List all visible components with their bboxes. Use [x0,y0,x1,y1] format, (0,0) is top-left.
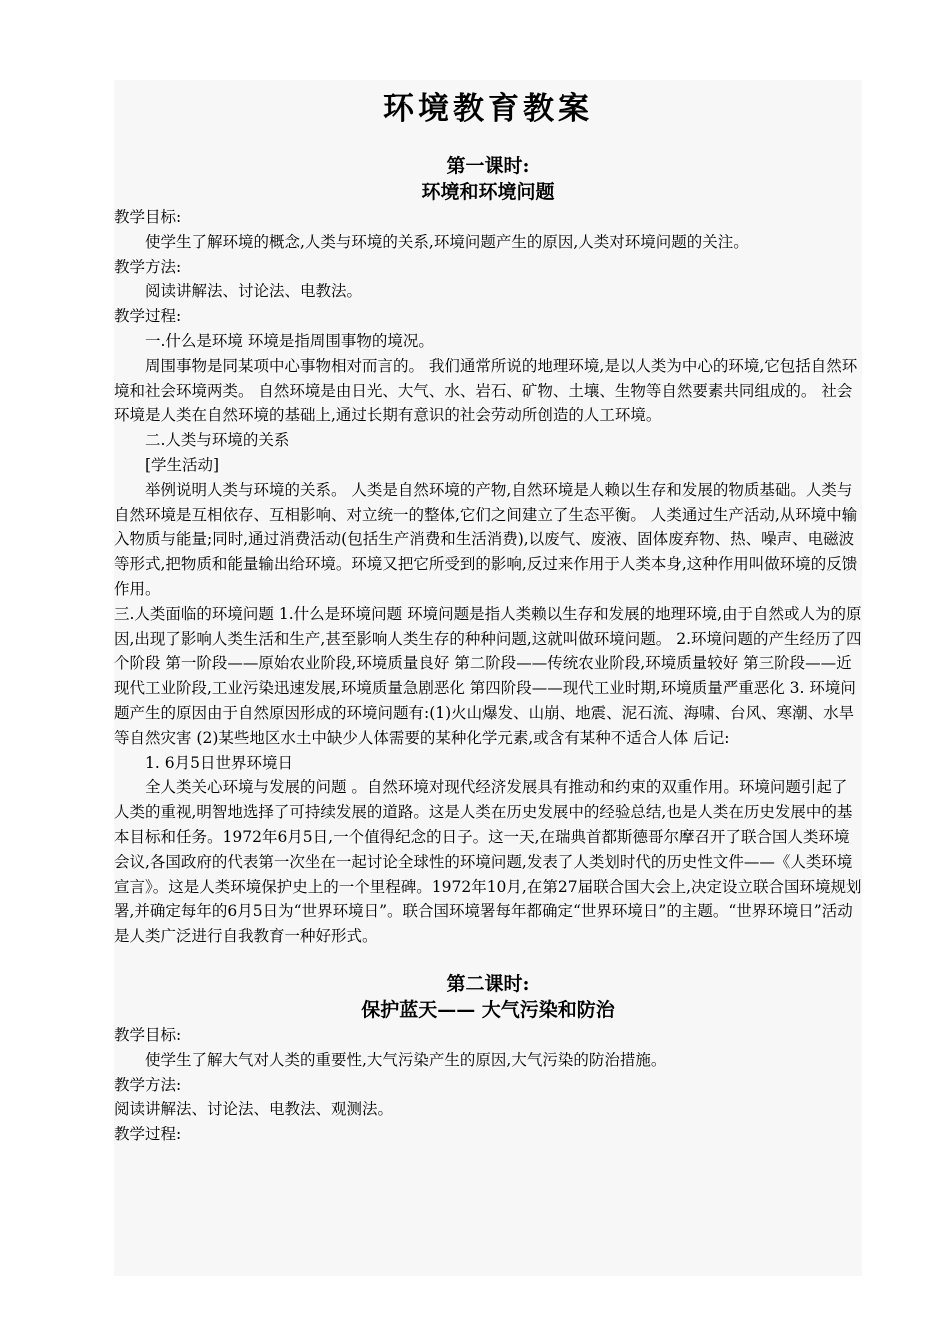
lesson1-objective-label: 教学目标: [114,208,182,226]
lesson1-heading [114,153,862,205]
lesson1-method-text: 阅读讲解法、讨论法、电教法。 [145,282,363,301]
lesson2-heading [114,971,862,1023]
lesson1-section2-body: 举例说明人类与环境的关系。 人类是自然环境的产物,自然环境是人赖以生存和发展的物质基础。人类与自然环境是互相依存、互相影响、对立统一的整体,它们之间建立了生态平衡。 人类通过生产活动,从环境中输入物质与能量;同时,通过消费活动(包括生产消费和生活消费),以废气、废液、固体废弃物、热、噪声、电磁波等形式,把物质和能量输出给环境。环境又把它所受到的影响,反过来作用于人类本身,这种作用叫做环境的反馈作用。 [114,480,858,598]
lesson2-objective-text: 使学生了解大气对人类的重要性,大气污染产生的原因,大气污染的防治措施。 [145,1050,667,1069]
lesson1-section1-body: 周围事物是同某项中心事物相对而言的。 我们通常所说的地理环境,是以人类为中心的环境,它包括自然环境和社会环境两类。 自然环境是由日光、大气、水、岩石、矿物、土壤、生物等自然要素共同组成的。 社会环境是人类在自然环境的基础上,通过长期有意识的社会劳动所创造的人工环境。 [114,356,858,425]
lesson2-method-text: 阅读讲解法、讨论法、电教法、观测法。 [114,1100,394,1119]
lesson1-afterword-item: 1. 6月5日世界环境日 [145,753,293,772]
lesson1-method-label: 教学方法: [114,257,182,276]
lesson1-section3-body: 三.人类面临的环境问题 1.什么是环境问题 环境问题是指人类赖以生存和发展的地理环境,由于自然或人为的原因,出现了影响人类生活和生产,甚至影响人类生存的种种问题,这就叫做环境问题。 2.环境问题的产生经历了四个阶段 第一阶段——原始农业阶段,环境质量良好 第二阶段——传统农业阶段,环境质量较好 第三阶段——近现代工业阶段,工业污染迅速发展,环境质量急剧恶化 第四阶段——现代工业时期,环境质量严重恶化 3. 环境问题产生的原因由于自然原因形成的环境问题有:(1)火山爆发、山崩、地震、泥石流、海啸、台风、寒潮、水旱等自然灾害 (2)某些地区水土中缺少人体需要的某种化学元素,或含有某种不适合人体 后记: [114,604,862,747]
lesson2-process-label: 教学过程: [114,1125,182,1144]
lesson1-section1-head: 一.什么是环境 环境是指周围事物的境况。 [145,331,434,350]
lesson1-afterword-body: 全人类关心环境与发展的问题 。自然环境对现代经济发展具有推动和约束的双重作用。环境问题引起了人类的重视,明智地选择了可持续发展的道路。这是人类在历史发展中的经验总结,也是人类在历史发展中的基本目标和任务。1972年6月5日,一个值得纪念的日子。这一天,在瑞典首都斯德哥尔摩召开了联合国人类环境会议,各国政府的代表第一次坐在一起讨论全球性的环境问题,发表了人类划时代的历史性文件——《人类环境宣言》。这是人类环境保护史上的一个里程碑。1972年10月,在第27届联合国大会上,决定设立联合国环境规划署,并确定每年的6月5日为“世界环境日”。联合国环境署每年都确定“世界环境日”的主题。“世界环境日”活动是人类广泛进行自我教育一种好形式。 [114,778,862,946]
lesson2-objective-label: 教学目标: [114,1025,182,1044]
lesson1-heading-topic: 环境和环境问题 [421,181,555,203]
lesson2-heading-number: 第二课时: [446,972,530,995]
lesson2-method-label: 教学方法: [114,1075,182,1094]
lesson1-student-activity: [学生活动] [145,455,220,474]
lesson2-heading-topic: 保护蓝天—— 大气污染和防治 [361,998,615,1021]
lesson1-process-label: 教学过程: [114,307,182,326]
lesson1-heading-number: 第一课时: [446,155,530,177]
document-page [114,80,862,1276]
lesson1-section2-head: 二.人类与环境的关系 [145,431,290,450]
document-title: 环境教育教案 [383,91,593,127]
lesson1-objective-text: 使学生了解环境的概念,人类与环境的关系,环境问题产生的原因,人类对环境问题的关注。 [145,232,749,251]
